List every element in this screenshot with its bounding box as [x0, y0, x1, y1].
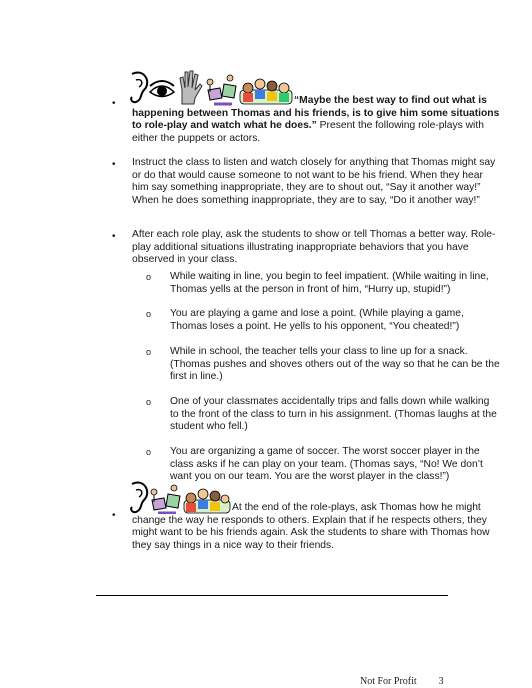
footer-label: Not For Profit [360, 676, 417, 687]
listen-watch-text: Instruct the class to listen and watch closely for anything that Thomas might say or do that would cause someone to not want to be his friend. When they hear him say something inappropriate, they are to shout out, “Say it another way!” When he does something inappropriate, they are to say, “Do it another way!” [132, 157, 496, 206]
bullet-dot: • [112, 510, 116, 521]
page-number: 3 [438, 676, 444, 687]
role-play-quote: “Maybe the best way to find out what is happening between Thomas and his friends, is to give him some situations to role-play and watch what he does.” [132, 95, 500, 132]
sub-item-text: While in school, the teacher tells your class to line up for a snack. (Thomas pushes and shoves others out of the way so that he can be the first in line.) [170, 346, 500, 383]
sub-item-text: One of your classmates accidentally trips and falls down while walking to the front of the class to turn in his assignment. (Thomas laughs at the student who fell.) [170, 396, 497, 433]
bullet-dot: • [112, 231, 116, 242]
role-play-instruction: Present the following role-plays with either the puppets or actors. [132, 120, 484, 144]
footer-divider [96, 595, 448, 596]
after-role-play-text: After each role play, ask the students to show or tell Thomas a better way. Role-play additional situations illustrating inappropriate behaviors that you have observed in your class. [132, 229, 496, 266]
sub-item-text: While waiting in line, you begin to feel impatient. (While waiting in line, Thomas yells at the person in front of him, “Hurry up, stupid!”) [170, 271, 489, 295]
bullet-end-role-plays [112, 478, 502, 568]
bullet-role-play-intro [112, 68, 502, 144]
sub-item-text: You are playing a game and lose a point. (While playing a game, Thomas loses a point. He yells to his opponent, “You cheated!”) [170, 308, 464, 332]
sub-item-line-up-snack [146, 346, 506, 386]
bullet-dot: • [112, 98, 116, 109]
sub-bullet-circle: o [146, 397, 152, 407]
bullet-after-role-play [112, 229, 502, 269]
sub-bullet-circle: o [146, 272, 152, 282]
sub-item-lose-point [146, 308, 506, 336]
page-footer [360, 676, 444, 687]
sub-bullet-circle: o [146, 309, 152, 319]
bullet-listen-watch [112, 157, 502, 225]
sub-bullet-circle: o [146, 447, 152, 457]
end-role-plays-text: At the end of the role-plays, ask Thomas how he might change the way he responds to others. Explain that if he respects others, they might want to be his friends again. Ask the students to share with Thomas how they say things in a nice way to their friends. [132, 502, 490, 551]
sub-item-trips-falls [146, 396, 506, 436]
sub-item-waiting-line [146, 271, 506, 299]
bullet-dot: • [112, 159, 116, 170]
sub-item-text: You are organizing a game of soccer. The worst soccer player in the class asks if he can play on your team. (Thomas says, “No! We don’t want you on our team. You are the worst player in the class!”) [170, 446, 483, 483]
sub-bullet-circle: o [146, 347, 152, 357]
